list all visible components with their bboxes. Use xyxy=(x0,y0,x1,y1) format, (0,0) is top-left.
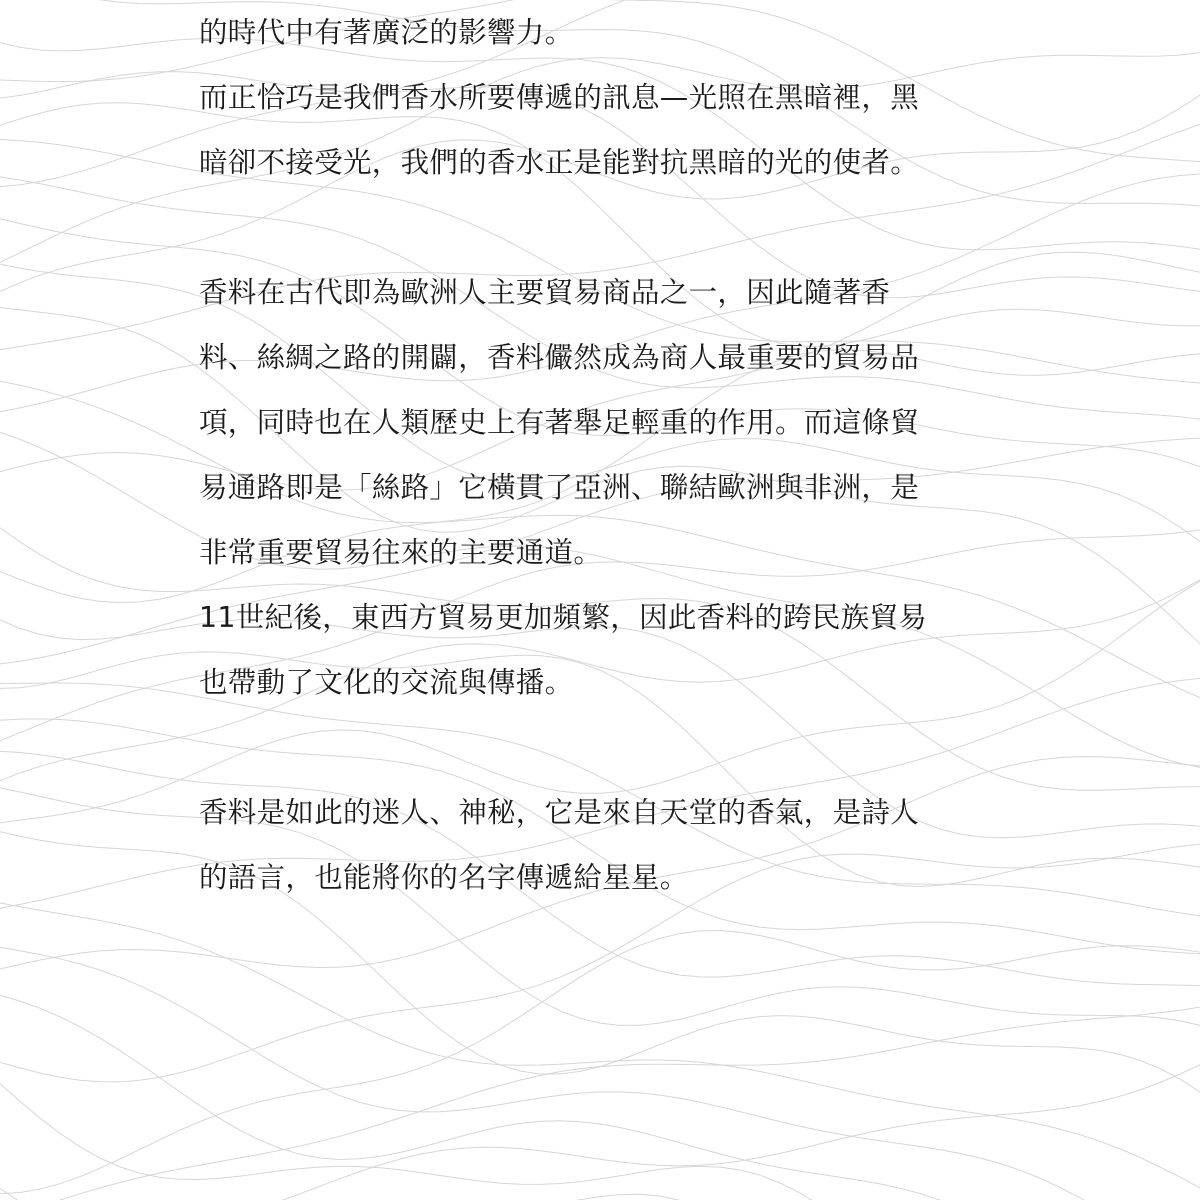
paragraph-1 xyxy=(199,0,1003,195)
wave-line xyxy=(0,940,1200,1200)
text-line: 易通路即是「絲路」它橫貫了亞洲、聯結歐洲與非洲，是 xyxy=(199,471,920,504)
text-line: 暗卻不接受光，我們的香水正是能對抗黑暗的光的使者。 xyxy=(199,146,920,179)
text-line: 項，同時也在人類歷史上有著舉足輕重的作用。而這條貿 xyxy=(199,406,920,439)
text-line: 11世紀後，東西方貿易更加頻繁，因此香料的跨民族貿易 xyxy=(199,601,928,634)
text-line: 料、絲綢之路的開闢，香料儼然成為商人最重要的貿易品 xyxy=(199,341,920,374)
wave-line xyxy=(0,895,1200,1200)
paragraph-3 xyxy=(199,780,1003,910)
article-text xyxy=(199,0,1003,910)
paragraph-spacer xyxy=(199,195,1003,260)
text-line: 而正恰巧是我們香水所要傳遞的訊息—光照在黑暗裡，黑 xyxy=(199,81,920,114)
text-line: 的語言，也能將你的名字傳遞給星星。 xyxy=(199,861,689,894)
text-line: 香料在古代即為歐洲人主要貿易商品之一，因此隨著香 xyxy=(199,276,891,309)
wave-line xyxy=(0,986,1200,1200)
wave-line xyxy=(0,1155,1200,1200)
paragraph-spacer xyxy=(199,715,1003,780)
text-line: 香料是如此的迷人、神秘，它是來自天堂的香氣，是詩人 xyxy=(199,796,920,829)
text-line: 非常重要貿易往來的主要通道。 xyxy=(199,536,603,569)
text-line: 的時代中有著廣泛的影響力。 xyxy=(199,16,574,49)
text-line: 也帶動了文化的交流與傳播。 xyxy=(199,666,574,699)
wave-line xyxy=(0,1045,1200,1200)
paragraph-2 xyxy=(199,260,1003,715)
